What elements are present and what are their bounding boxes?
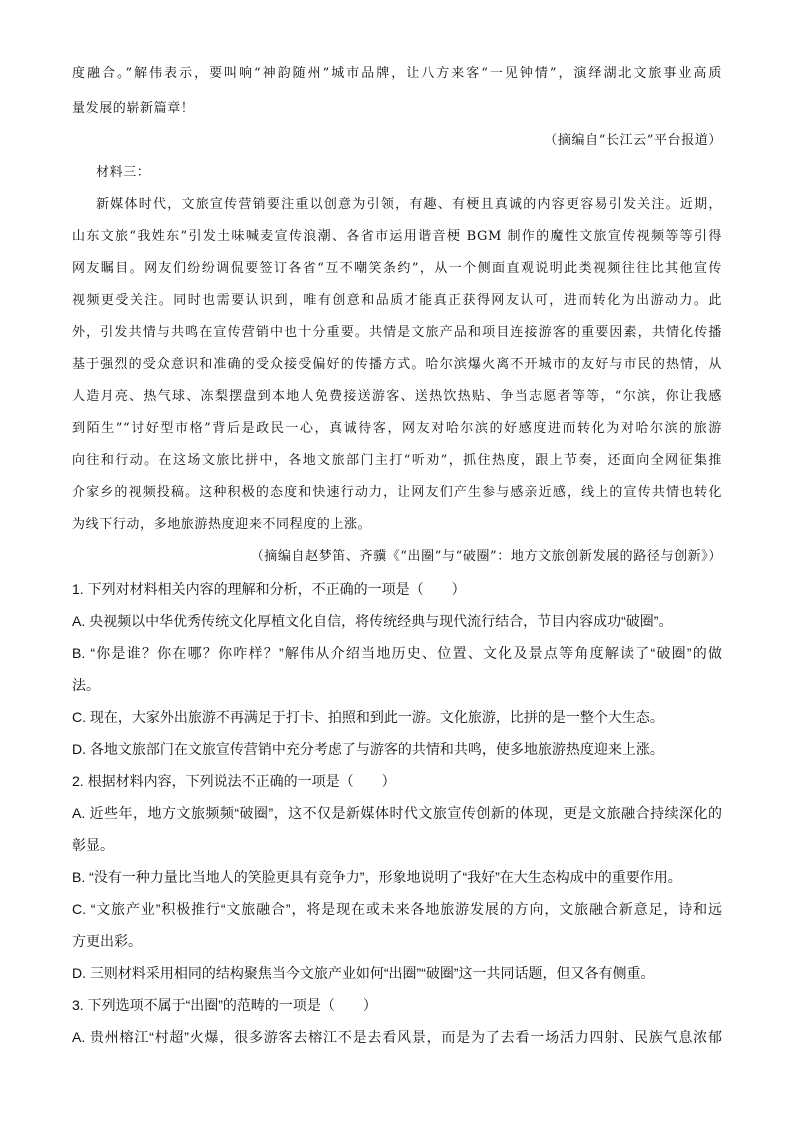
material-two-line: 度融合。”解伟表示，要叫响“神韵随州”城市品牌，让八方来客“一见钟情”，演绎湖北文旅事业高质 [72, 66, 722, 81]
option-b-cont: 法。 [72, 677, 100, 693]
option-b: B. “你是谁？你在哪？你咋样？”解伟从介绍当地历史、位置、文化及景点等角度解读了“破圈”的做 [72, 645, 722, 661]
material-three-line: 向往和行动。在这场文旅比拼中，各地文旅部门主打“听劝”，抓住热度，跟上节奏，还面向全网征集推 [72, 453, 722, 468]
material-three-line: 基于强烈的受众意识和准确的受众接受偏好的传播方式。哈尔滨爆火离不开城市的友好与市民的热情，从 [72, 357, 722, 372]
material-three-line: 网友瞩目。网友们纷纷调侃要签订各省“互不嘲笑条约”，从一个侧面直观说明此类视频往往比其他宣传 [72, 261, 722, 276]
option-c: C. 现在，大家外出旅游不再满足于打卡、拍照和到此一游。文化旅游，比拼的是一整个大生态。 [72, 709, 664, 725]
question-stem: 1. 下列对材料相关内容的理解和分析，不正确的一项是（ ） [72, 581, 466, 597]
material-three-line: 视频更受关注。同时也需要认识到，唯有创意和品质才能真正获得网友认可，进而转化为出游动力。此 [72, 293, 722, 308]
option-a: A. 央视频以中华优秀传统文化厚植文化自信，将传统经典与现代流行结合，节目内容成功“破圈”。 [72, 613, 673, 629]
material-two-line: 量发展的崭新篇章！ [72, 101, 195, 116]
material-three-line: 为线下行动，多地旅游热度迎来不同程度的上涨。 [72, 517, 372, 532]
material-three-line: 新媒体时代，文旅宣传营销要注重以创意为引领，有趣、有梗且真诚的内容更容易引发关注。近期， [96, 197, 722, 212]
option-a: A. 贵州榕江“村超”火爆，很多游客去榕江不是去看风景，而是为了去看一场活力四射、民族气息浓郁 [72, 1029, 722, 1045]
option-a: A. 近些年，地方文旅频频“破圈”，这不仅是新媒体时代文旅宣传创新的体现，更是文旅融合持续深化的 [72, 805, 722, 821]
material-three-line: 人造月亮、热气球、冻梨摆盘到本地人免费接送游客、送热饮热贴、争当志愿者等等，“尔滨，你让我感 [72, 389, 722, 404]
question-stem: 2. 根据材料内容，下列说法不正确的一项是（ ） [72, 773, 396, 789]
material-three-line: 到陌生”“讨好型市格”背后是政民一心，真诚待客，网友对哈尔滨的好感度进而转化为对哈尔滨的旅游 [72, 421, 722, 436]
material-three-line: 山东文旅“我姓东”引发土味喊麦宣传浪潮、各省市运用谐音梗 BGM 制作的魔性文旅宣传视频等等引得 [72, 229, 722, 244]
material-three-line: 介家乡的视频投稿。这种积极的态度和快速行动力，让网友们产生参与感亲近感，线上的宣传共情也转化 [72, 485, 722, 500]
option-b: B. “没有一种力量比当地人的笑脸更具有竞争力”，形象地说明了“我好”在大生态构成中的重要作用。 [72, 869, 682, 885]
material-three-source: （摘编自赵梦笛、齐骥《“出圈”与“破圈”：地方文旅创新发展的路径与创新》） [250, 549, 722, 564]
option-c: C. “文旅产业”积极推行“文旅融合”，将是现在或未来各地旅游发展的方向，文旅融合新意足，诗和远 [72, 901, 722, 917]
option-c-cont: 方更出彩。 [72, 933, 142, 949]
question-stem: 3. 下列选项不属于“出圈”的范畴的一项是（ ） [72, 997, 377, 1013]
option-d: D. 三则材料采用相同的结构聚焦当今文旅产业如何“出圈”“破圈”这一共同话题，但又各有侧重。 [72, 965, 655, 981]
option-a-cont: 彰显。 [72, 837, 114, 853]
material-three-line: 外，引发共情与共鸣在宣传营销中也十分重要。共情是文旅产品和项目连接游客的重要因素，共情化传播 [72, 325, 722, 340]
option-d: D. 各地文旅部门在文旅宣传营销中充分考虑了与游客的共情和共鸣，使多地旅游热度迎来上涨。 [72, 741, 664, 757]
material-two-source: （摘编自“长江云”平台报道） [544, 133, 722, 148]
material-three-heading: 材料三： [96, 165, 151, 180]
